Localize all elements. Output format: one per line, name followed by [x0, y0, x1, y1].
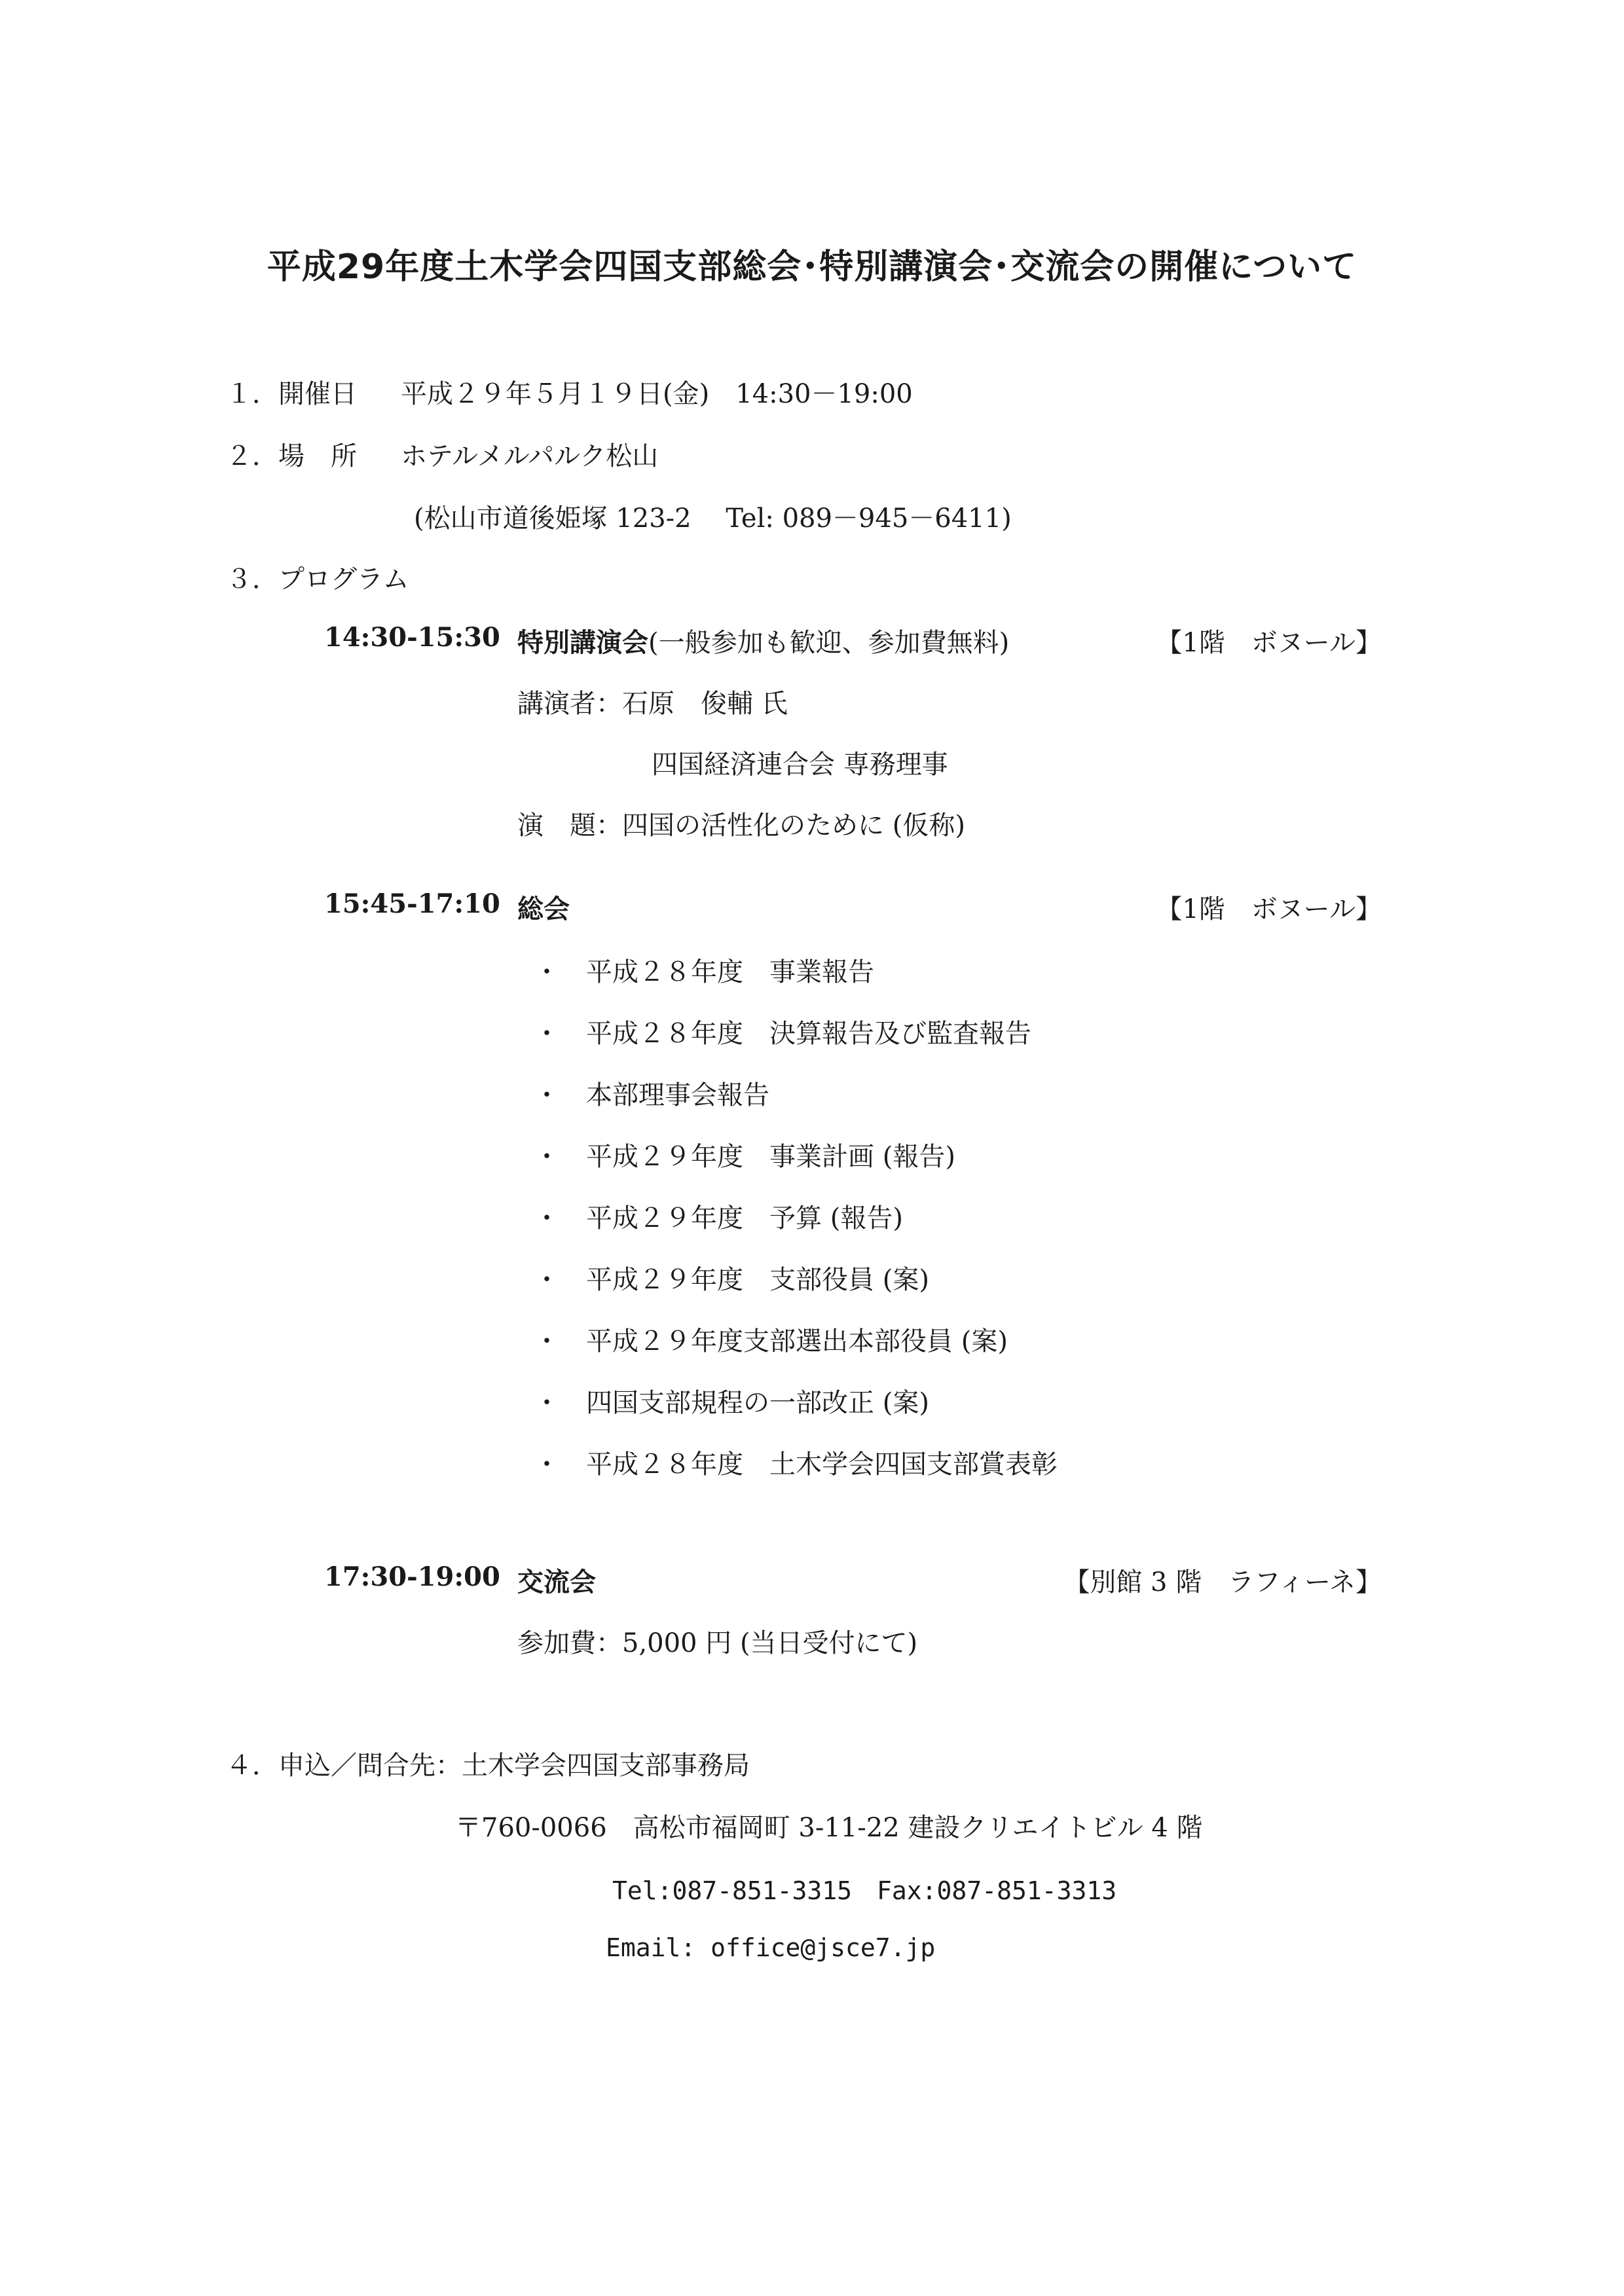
venue-name: ホテルメルパルク松山 — [401, 441, 659, 471]
date-label: １．開催日 — [226, 379, 357, 409]
bullet: ・ — [534, 1449, 560, 1480]
venue-label: ２．場 所 — [226, 441, 357, 471]
bullet: ・ — [534, 1142, 560, 1172]
bullet: ・ — [534, 1388, 560, 1418]
general-location: 【1階 ボヌール】 — [1156, 894, 1382, 924]
agenda-item: ・ 平成２９年度支部選出本部役員 (案) — [534, 1326, 1008, 1357]
agenda-item: ・ 平成２９年度 事業計画 (報告) — [534, 1142, 955, 1172]
agenda-item: ・ 平成２８年度 決算報告及び監査報告 — [534, 1019, 1031, 1049]
bullet: ・ — [534, 1326, 560, 1357]
agenda-item: ・ 本部理事会報告 — [534, 1080, 769, 1110]
program-label: ３．プログラム — [226, 564, 409, 594]
lecture-note: (一般参加も歓迎、参加費無料) — [648, 628, 1010, 658]
contact-address: 〒760-0066 高松市福岡町 3-11-22 建設クリエイトビル 4 階 — [455, 1813, 1203, 1843]
agenda-item: ・ 平成２８年度 事業報告 — [534, 957, 874, 987]
lecture-location: 【1階 ボヌール】 — [1156, 628, 1382, 658]
contact-tel-fax: Tel:087-851-3315 Fax:087-851-3313 — [612, 1876, 1117, 1905]
venue-address: (松山市道後姫塚 123-2 Tel: 089－945－6411) — [414, 503, 1012, 534]
general-time: 15:45-17:10 — [324, 888, 500, 919]
contact-email[interactable]: Email: office@jsce7.jp — [606, 1933, 936, 1962]
lecture-speaker-org: 四国経済連合会 専務理事 — [652, 750, 948, 780]
bullet: ・ — [534, 1019, 560, 1049]
lecture-topic: 演 題：四国の活性化のために (仮称) — [517, 811, 965, 841]
lecture-name: 特別講演会 — [517, 627, 648, 658]
social-location: 【別館 3 階 ラフィーネ】 — [1063, 1567, 1382, 1597]
bullet: ・ — [534, 1203, 560, 1233]
date-value: 平成２９年５月１９日(金) 14:30－19:00 — [401, 379, 913, 409]
social-name: 交流会 — [517, 1567, 596, 1597]
bullet: ・ — [534, 1265, 560, 1295]
social-time: 17:30-19:00 — [324, 1561, 500, 1592]
lecture-time: 14:30-15:30 — [324, 622, 500, 653]
contact-label: ４．申込／問合先：土木学会四国支部事務局 — [226, 1751, 750, 1781]
agenda-item: ・ 平成２８年度 土木学会四国支部賞表彰 — [534, 1449, 1058, 1480]
agenda-item: ・ 平成２９年度 支部役員 (案) — [534, 1265, 929, 1295]
general-name: 総会 — [517, 894, 570, 924]
lecture-heading — [517, 622, 1009, 659]
bullet: ・ — [534, 957, 560, 987]
lecture-speaker: 講演者：石原 俊輔 氏 — [517, 689, 788, 719]
bullet: ・ — [534, 1080, 560, 1110]
social-fee: 参加費：5,000 円 (当日受付にて) — [517, 1628, 918, 1658]
agenda-item: ・ 平成２９年度 予算 (報告) — [534, 1203, 903, 1233]
page-title: 平成29年度土木学会四国支部総会･特別講演会･交流会の開催について — [267, 247, 1357, 287]
agenda-item: ・ 四国支部規程の一部改正 (案) — [534, 1388, 929, 1418]
